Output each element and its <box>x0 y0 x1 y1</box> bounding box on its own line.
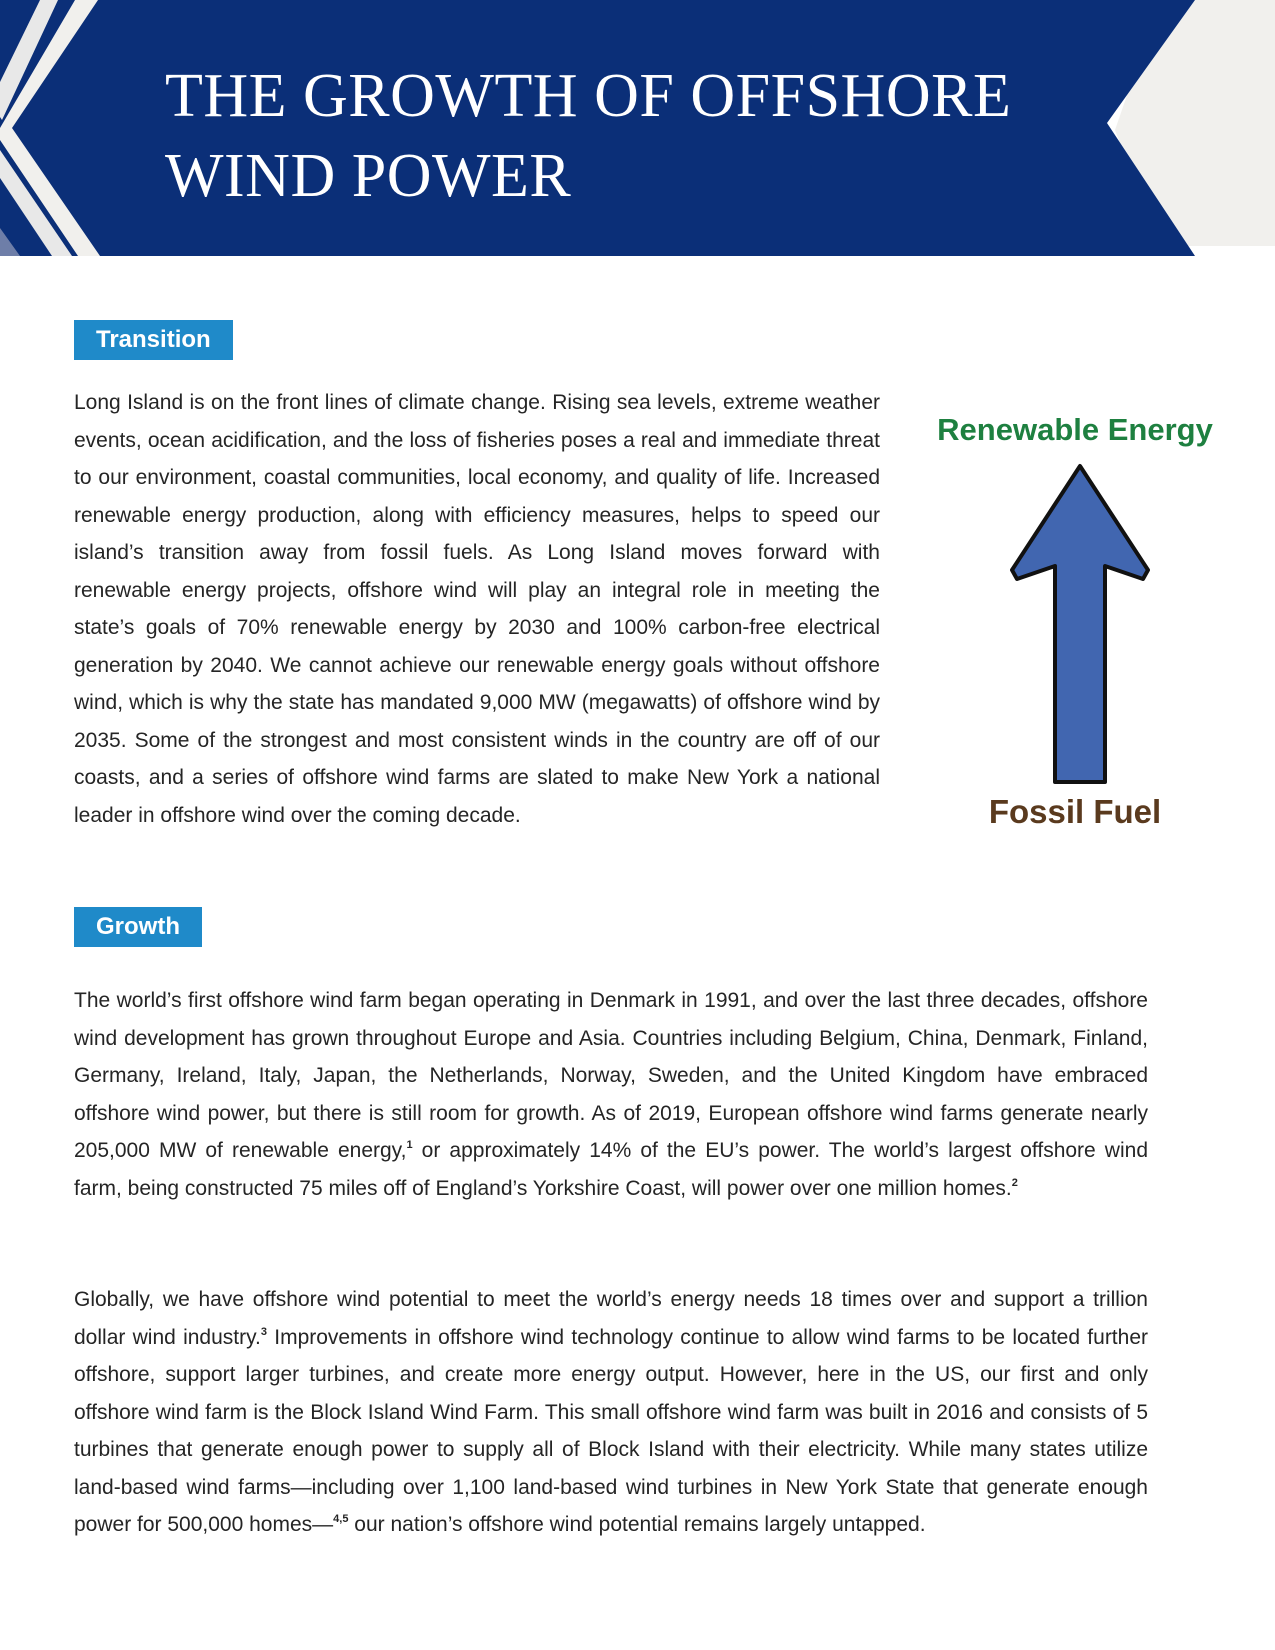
footnote-4-5: 4,5 <box>333 1513 349 1525</box>
growth-p2-text-b: Improvements in offshore wind technology continue to allow wind farms to be located further offshore, support larger turbines, and create more energy output. However, here in the US, our first and only offshore wind farm is the Block Island Wind Farm. This small offshore wind farm was built in 2016 and consists of 5 turbines that generate enough power to supply all of Block Island with their electricity. While many states utilize land-based wind farms—including over 1,100 land-based wind turbines in New York State that generate enough power for 500,000 homes— <box>74 1325 1148 1536</box>
transition-paragraph: Long Island is on the front lines of climate change. Rising sea levels, extreme weather events, ocean acidification, and the loss of fisheries poses a real and immediate threat to our environment, coastal communities, local economy, and quality of life. Increased renewable energy production, along with efficiency measures, helps to speed our island’s transition away from fossil fuels. As Long Island moves forward with renewable energy projects, offshore wind will play an integral role in meeting the state’s goals of 70% renewable energy by 2030 and 100% carbon-free electrical generation by 2040. We cannot achieve our renewable energy goals without offshore wind, which is why the state has mandated 9,000 MW (megawatts) of offshore wind by 2035. Some of the strongest and most consistent winds in the country are off of our coasts, and a series of offshore wind farms are slated to make New York a national leader in offshore wind over the coming decade. <box>74 391 880 827</box>
growth-p1-text-b: or approximately 14% of the EU’s power. The world’s largest offshore wind farm, being constructed 75 miles off of England’s Yorkshire Coast, will power over one million homes. <box>74 1139 1148 1200</box>
footnote-3: 3 <box>260 1325 267 1338</box>
title-line-1: THE GROWTH OF OFFSHORE <box>165 62 1012 130</box>
fossil-fuel-label: Fossil Fuel <box>988 793 1162 830</box>
growth-p2-text-a: Globally, we have offshore wind potential to meet the world’s energy needs 18 times over and support a trillion dollar wind industry. <box>74 1288 1148 1349</box>
footnote-2: 2 <box>1011 1176 1018 1189</box>
growth-heading: Growth <box>74 907 202 947</box>
growth-paragraph-2 <box>74 1281 1148 1544</box>
growth-p1-text-a: The world’s first offshore wind farm began operating in Denmark in 1991, and over the last three decades, offshore wind development has grown throughout Europe and Asia. Countries including Belgium, China, Denmark, Finland, Germany, Ireland, Italy, Japan, the Netherlands, Norway, Sweden, and the United Kingdom have embraced offshore wind power, but there is still room for growth. As of 2019, European offshore wind farms generate nearly 205,000 MW of renewable energy, <box>74 989 1148 1162</box>
footnote-1: 1 <box>406 1139 413 1151</box>
page-title <box>165 56 1011 216</box>
up-arrow-icon <box>1005 462 1155 787</box>
title-line-2: WIND POWER <box>165 142 572 210</box>
growth-p2-text-c: our nation’s offshore wind potential remains largely untapped. <box>348 1513 926 1536</box>
renewable-energy-label: Renewable Energy <box>937 412 1213 447</box>
growth-paragraph-1 <box>74 982 1148 1207</box>
transition-heading: Transition <box>74 320 233 360</box>
